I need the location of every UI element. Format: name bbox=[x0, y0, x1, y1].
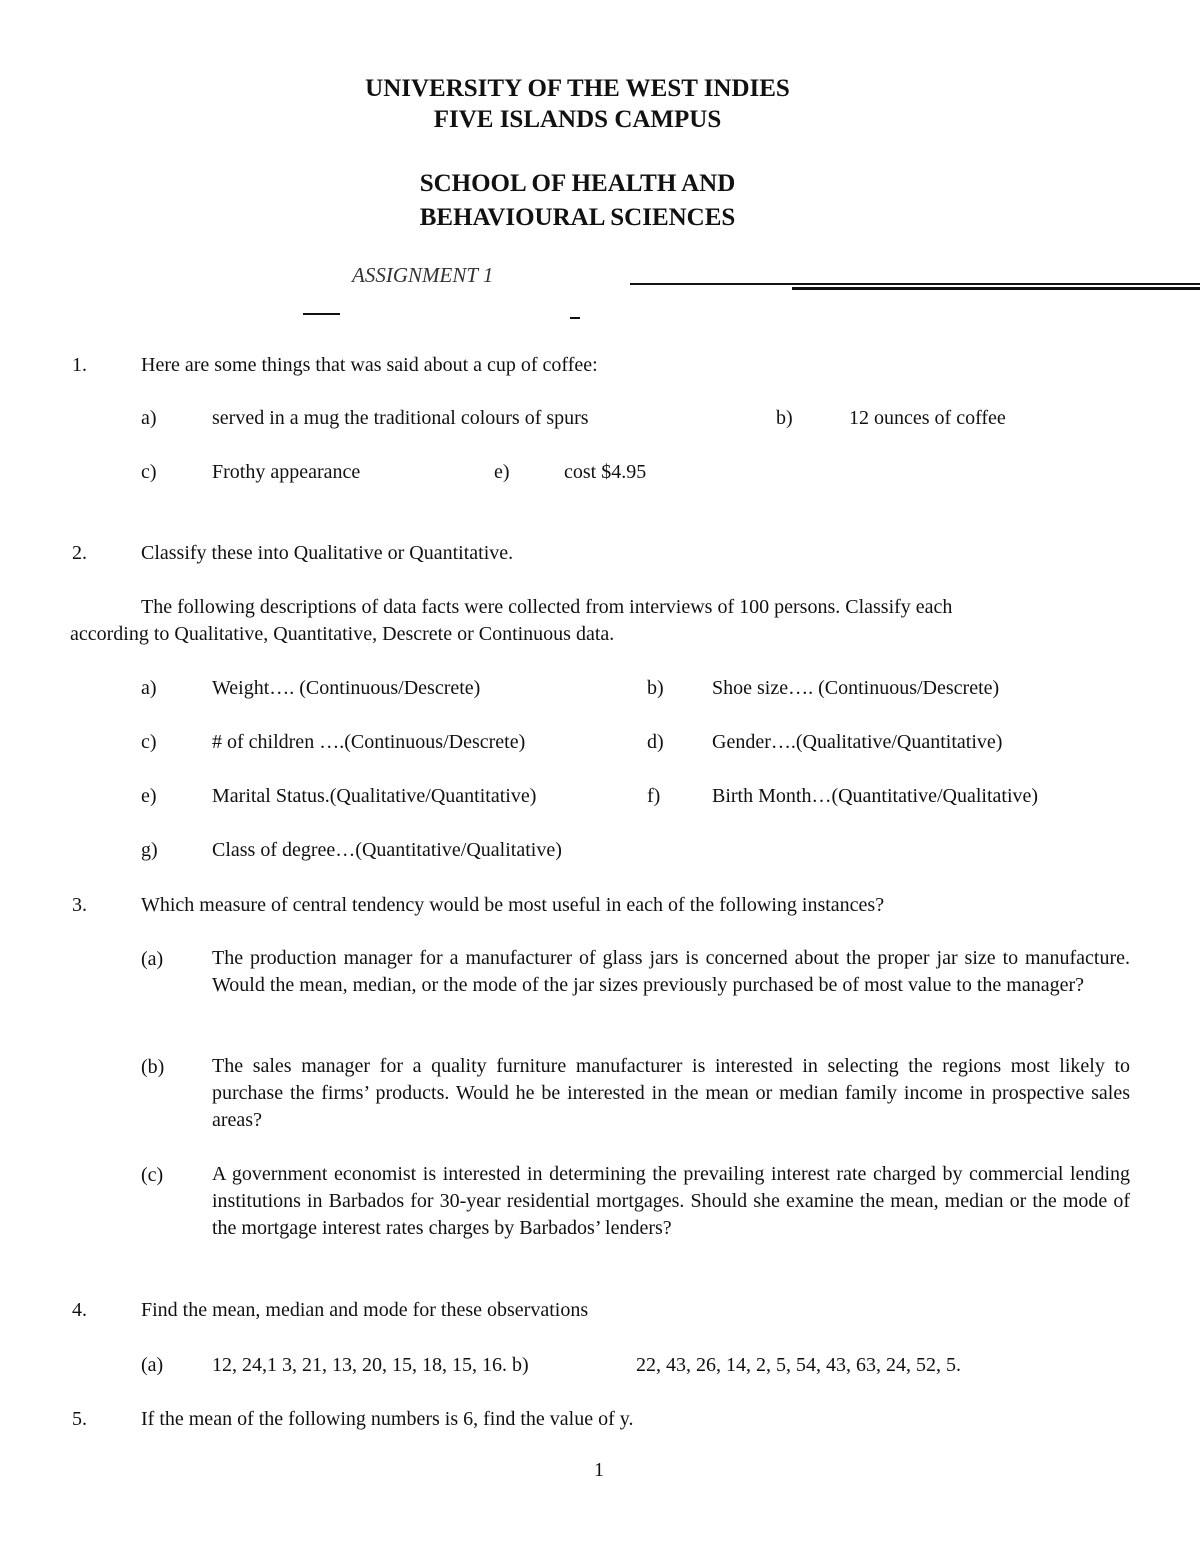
q3-item-c-text: A government economist is interested in determining the prevailing interest rate charged by commercial lending institutions in Barbados for 30-year residential mortgages. Should she examine the mean, median or the mode of the mortgage interest rates charges by Barbados’ lenders? bbox=[212, 1163, 1130, 1239]
q2-text: Classify these into Qualitative or Quantitative. bbox=[141, 542, 514, 564]
assignment-title: ASSIGNMENT 1 bbox=[352, 263, 494, 287]
q4-text: Find the mean, median and mode for these observations bbox=[141, 1299, 589, 1321]
q3-item-b-text: The sales manager for a quality furniture manufacturer is interested in selecting the regions most likely to purchase the firms’ products. Would he be interested in the mean or median family income in prospective sales areas? bbox=[212, 1055, 1130, 1131]
q2-item-g-text: Class of degree…(Quantitative/Qualitative) bbox=[212, 839, 562, 861]
q5-text: If the mean of the following numbers is 6, find the value of y. bbox=[141, 1408, 634, 1430]
school-name-line1: SCHOOL OF HEALTH AND bbox=[419, 170, 736, 197]
q3-item-c-label: (c) bbox=[141, 1164, 164, 1186]
q4-a-text: 12, 24,1 3, 21, 13, 20, 15, 18, 15, 16. b) bbox=[212, 1354, 529, 1376]
q2-item-c-label: c) bbox=[141, 731, 157, 753]
q3-item-a-text: The production manager for a manufacturer of glass jars is concerned about the proper jar size to manufacture. Would the mean, median, or the mode of the jar sizes previously purchased be of most value to the manager? bbox=[212, 947, 1130, 996]
q1-number: 1. bbox=[72, 354, 87, 376]
q2-item-a-label: a) bbox=[141, 677, 157, 699]
header-rule-top bbox=[630, 283, 1200, 285]
q3-item-a-label: (a) bbox=[141, 948, 164, 970]
q4-number: 4. bbox=[72, 1299, 87, 1321]
q2-item-b-text: Shoe size…. (Continuous/Descrete) bbox=[712, 677, 1000, 699]
q2-item-f-label: f) bbox=[647, 785, 661, 807]
q2-item-g-label: g) bbox=[141, 839, 158, 861]
header-rule-bottom bbox=[792, 287, 1200, 290]
q2-item-e-text: Marital Status.(Qualitative/Quantitative) bbox=[212, 785, 537, 807]
q2-intro-line1: The following descriptions of data facts were collected from interviews of 100 persons. Classify each bbox=[141, 596, 953, 618]
q5-number: 5. bbox=[72, 1408, 87, 1430]
page-number: 1 bbox=[594, 1459, 604, 1481]
q2-item-b-label: b) bbox=[647, 677, 664, 699]
q2-intro-line2: according to Qualitative, Quantitative, Descrete or Continuous data. bbox=[70, 623, 615, 645]
q2-item-f-text: Birth Month…(Quantitative/Qualitative) bbox=[712, 785, 1039, 807]
q1-item-e-text: cost $4.95 bbox=[564, 461, 647, 483]
q2-item-a-text: Weight…. (Continuous/Descrete) bbox=[212, 677, 481, 699]
q1-item-a-text: served in a mug the traditional colours of spurs bbox=[212, 407, 589, 429]
university-name: UNIVERSITY OF THE WEST INDIES bbox=[365, 75, 790, 102]
q2-item-d-label: d) bbox=[647, 731, 664, 753]
q1-item-a-label: a) bbox=[141, 407, 157, 429]
short-rule-right bbox=[570, 317, 580, 319]
q3-item-b-label: (b) bbox=[141, 1056, 165, 1078]
q2-item-e-label: e) bbox=[141, 785, 157, 807]
q1-item-e-label: e) bbox=[494, 461, 510, 483]
q1-item-b-text: 12 ounces of coffee bbox=[849, 407, 1006, 429]
short-rule-left bbox=[303, 313, 340, 315]
campus-name: FIVE ISLANDS CAMPUS bbox=[433, 106, 722, 133]
q1-item-c-text: Frothy appearance bbox=[212, 461, 361, 483]
q4-a-label: (a) bbox=[141, 1354, 164, 1376]
q2-item-d-text: Gender….(Qualitative/Quantitative) bbox=[712, 731, 1003, 753]
q3-text: Which measure of central tendency would be most useful in each of the following instances? bbox=[141, 894, 885, 916]
q2-number: 2. bbox=[72, 542, 87, 564]
q2-item-c-text: # of children ….(Continuous/Descrete) bbox=[212, 731, 526, 753]
school-name-line2: BEHAVIOURAL SCIENCES bbox=[419, 204, 736, 231]
q3-number: 3. bbox=[72, 894, 87, 916]
q4-b-text: 22, 43, 26, 14, 2, 5, 54, 43, 63, 24, 52, 5. bbox=[636, 1354, 961, 1376]
q1-item-c-label: c) bbox=[141, 461, 157, 483]
q1-text: Here are some things that was said about a cup of coffee: bbox=[141, 354, 598, 376]
q1-item-b-label: b) bbox=[776, 407, 793, 429]
